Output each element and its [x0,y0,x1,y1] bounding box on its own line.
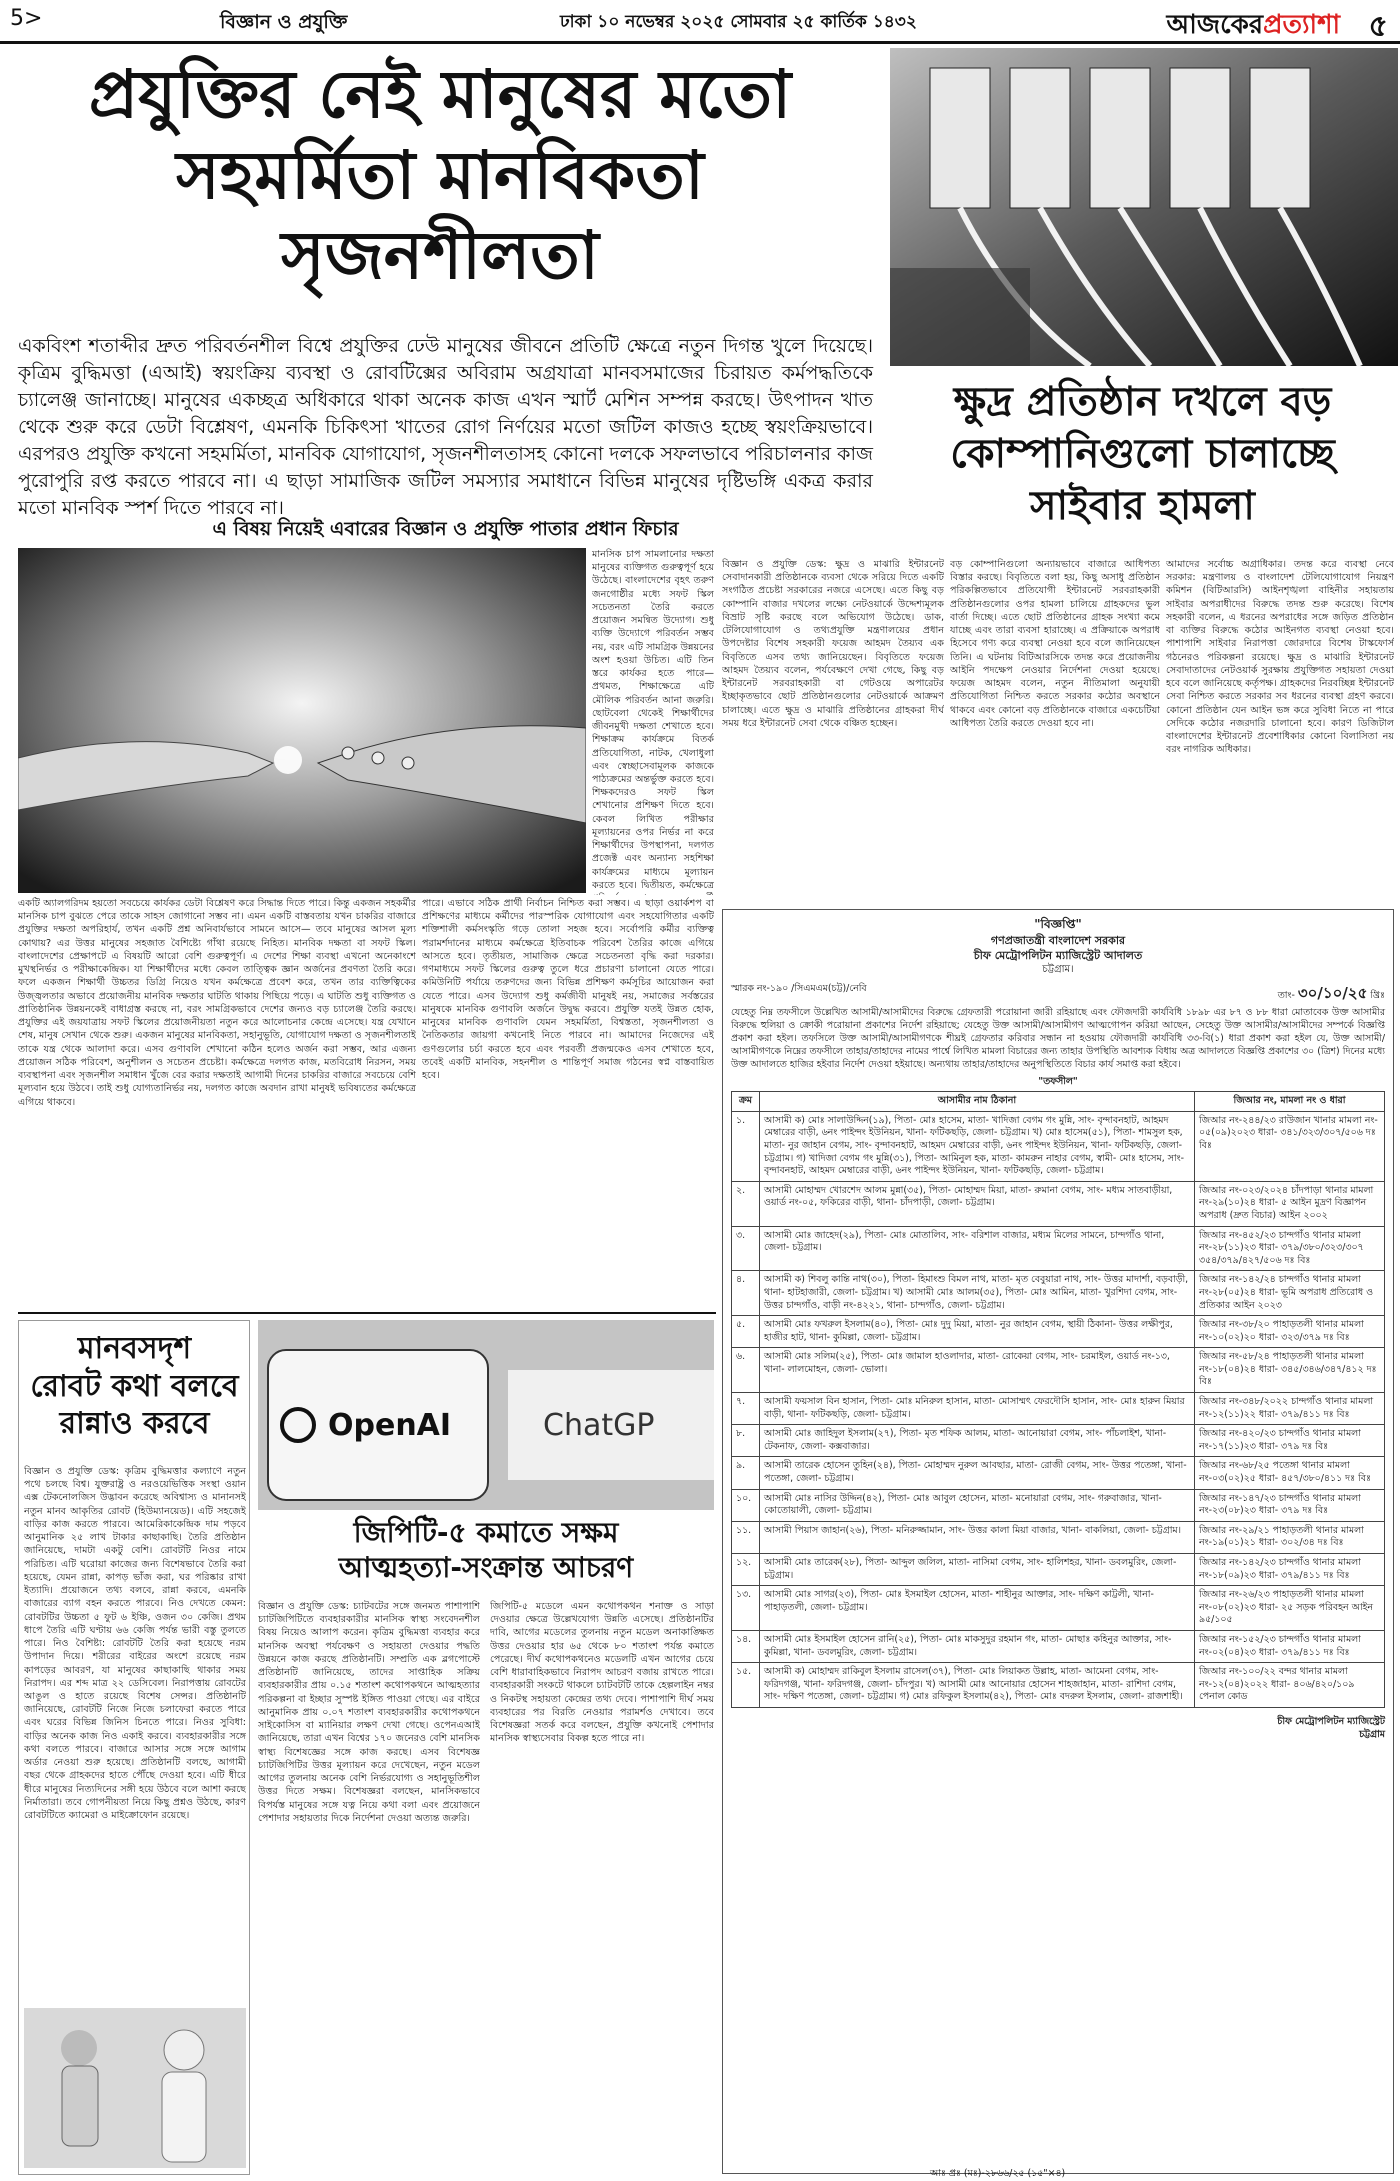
table-row [732,1393,1385,1425]
notice-court: চীফ মেট্রোপলিটন ম্যাজিস্ট্রেট আদালত [973,948,1143,962]
signature-title: চীফ মেট্রোপলিটন ম্যাজিস্ট্রেট [1277,1715,1385,1727]
table-row [732,1630,1385,1662]
section-title: বিজ্ঞান ও প্রযুক্তি [220,11,348,33]
openai-photo [258,1320,714,1510]
cyber-column-3: আমাদের সর্বোচ্চ অগ্রাধিকার। তদন্ত করে ব্যবস্থা নেবে সরকার: মন্ত্রণালয় ও বাংলাদেশ টেলিযোগাযোগ নিয়ন্ত্রণ কমিশন (বিটিআরসি) আইনশৃঙ্খলা বাহিনীর সহায়তায় সাইবার অপরাধীদের বিরুদ্ধে তদন্ত শুরু করেছে। বিশেষ সহকারী বলেন, এ ধরনের অপরাধের সঙ্গে জড়িত প্রতিষ্ঠান বা ব্যক্তির বিরুদ্ধে কঠোর আইনগত ব্যবস্থা নেওয়া হবে। পাশাপাশি সাইবার নিরাপত্তা জোরদারে বিশেষ টাস্কফোর্স গঠনেরও পরিকল্পনা রয়েছে। ক্ষুদ্র ও মাঝারি ইন্টারনেট সেবাদাতাদের নেটওয়ার্ক সুরক্ষায় প্রযুক্তিগত সহায়তা দেওয়া হবে বলে জানিয়েছে কর্তৃপক্ষ। গ্রাহকদের নিরবচ্ছিন্ন ইন্টারনেট সেবা নিশ্চিত করতে সরকার সব ধরনের ব্যবস্থা গ্রহণ করবে। কোনো প্রতিষ্ঠান যেন আইন ভঙ্গ করে সুবিধা নিতে না পারে সেদিকে কঠোর নজরদারি চালানো হবে। কারণ ডিজিটাল বাংলাদেশের ইন্টারনেট প্রবেশাধিকার কোনো বিলাসিতা নয় বরং নাগরিক অধিকার। [1166,559,1394,756]
row-case: জিআর নং-২৪৪/২৩ রাউজান খানার মামলা নং- ০৫(০৯)২০২৩ ধারা- ৩৪১/৩২৩/৩০৭/৫০৬ দঃ বিঃ [1195,1111,1385,1181]
table-row [732,1226,1385,1271]
robot-headline [22,1330,247,1443]
notice-table-body [732,1111,1385,1707]
notice-city: চট্টগ্রাম। [1042,963,1074,975]
row-case: জিআর নং-৬৮/২৫ পতেঙ্গা থানার মামলা নং-০৩(০২)২৫ ধারা- ৪৫৭/৩৮০/৪১১ দঃ বিঃ [1195,1457,1385,1489]
row-case: জিআর নং-১৪২/২৪ চান্দগাঁও থানার মামলা নং-২৮(০৫)২৪ ধারা- ভূমি অপরাধ প্রতিরোধ ও প্রতিকার আইন ২০২৩ [1195,1271,1385,1316]
row-accused: আসামী মোঃ জাহিদুল ইসলাম(২৭), পিতা- মৃত শফিক আলম, মাতা- আনোয়ারা বেগম, সাং- পাঁচলাইশ, খানা- টেকনাফ, জেলা- কক্সবাজার। [760,1425,1195,1457]
header-name: আসামীর নাম ঠিকানা [760,1092,1195,1112]
main-column-a: একটি অ্যালগরিদম হয়তো সবচেয়ে কার্যকর ডেটা বিশ্লেষণ করে সিদ্ধান্ত দিতে পারে। কিন্তু একজন সহকর্মীর মানসিক চাপ বুঝতে পেরে তাকে সাহস জোগানো সম্ভব না। এমন একটি বাস্তবতায় যখন চাকরির বাজারে প্রযুক্তির দক্ষতা অপরিহার্য, তখন একটি প্রশ্ন অনিবার্যভাবে সামনে আসে— তবে মানুষের আসল মূল্য কোথায়? এর উত্তর মানুষের সহজাত বৈশিষ্ট্যে গাঁথা রয়েছে নিহিত। মানবিক দক্ষতা বা সফট স্কিল। বাংলাদেশের প্রেক্ষাপটে এ বিষয়টি আরো বেশি গুরুত্বপূর্ণ। এ দেশের শিক্ষা ব্যবস্থা এখনো অনেকাংশে মুখস্থনির্ভর ও পরীক্ষাকেন্দ্রিক। যা শিক্ষার্থীদের মধ্যে কেবল তাত্ত্বিক জ্ঞান অর্জনের প্রবণতা তৈরি করে। ফলে একজন শিক্ষার্থী উচ্চতর ডিগ্রি নিয়েও যখন কর্মক্ষেত্রে প্রবেশ করে, তখন তার ব্যক্তিত্বিকের উজ্জ্বলতার অভাবে প্রয়োজনীয় মানবিক দক্ষতার ঘাটতি থাকায় পিছিয়ে পড়ে। এ ঘাটতি শুধু ব্যক্তিগত ও প্রাতিষ্ঠানিক উন্নয়নকেই বাধাগ্রস্ত করছে না, বরং সামগ্রিকভাবে দেশের জন্যও বড় চ্যালেঞ্জ তৈরি করছে। প্রযুক্তির এই জয়যাত্রায় সফট স্কিলের প্রয়োজনীয়তা নতুন করে আলোচনার কেন্দ্রে এসেছে। যন্ত্র যেখানে শেষ, মানুষ সেখান থেকে শুরু। একজন মানুষের মানবিকতা, সহানুভূতি, যোগাযোগ দক্ষতা ও সৃজনশীলতাই তাকে যন্ত্র থেকে আলাদা করে। এসব গুণাবলি শেখানো কঠিন হলেও অর্জন করা সম্ভব, আর এজন্য প্রয়োজন সঠিক পরিবেশ, অনুশীলন ও সচেতন প্রচেষ্টা। কর্মক্ষেত্রে দলগত কাজ, মতবিরোধ নিরসন, সময় ব্যবস্থাপনা এবং সৃজনশীল সমাধান খুঁজে বের করার দক্ষতাই আগামী দিনের চাকরির বাজারে সবচেয়ে বেশি মূল্যবান হয়ে উঠবে। তাই শুধু যোগ্যতানির্ভর নয়, দলগত কাজে অবদান রাখা মানুষই ভবিষ্যতের কর্মক্ষেত্রে এগিয়ে থাকবে। [18,898,416,1108]
row-case: জিআর নং-৩৪৮/২০২২ চান্দগাঁও থানার মামলা নং-১২(১১)২২ ধারা- ৩৭৯/৪১১ দঃ বিঃ [1195,1393,1385,1425]
row-case: জিআর নং-২৯/২১ পাহাড়তলী থানার মামলা নং-১৯(০১)২১ ধারা- ৩০২/৩৪ দঃ বিঃ [1195,1521,1385,1553]
court-notice [722,909,1394,2174]
row-case: জিআর নং-১০০/২২ বন্দর থানার মামলা নং-১২(০৪)২০২২ ধারা- ৪০৬/৪২০/১০৯ পেনাল কোড [1195,1663,1385,1708]
notice-government: গণপ্রজাতন্ত্রী বাংলাদেশ সরকার [990,933,1126,947]
main-headline [30,55,850,297]
table-row [732,1271,1385,1316]
row-serial: ১৪. [732,1630,760,1662]
row-accused: আসামী ফয়সাল বিন হাসান, পিতা- মোঃ মনিরুল হাসান, মাতা- মোসাম্মৎ ফেরদৌসি হাসান, সাং- মোঃ হারুন মিয়ার বাড়ী, থানা- ফটিকছড়ি, জেলা- চট্টগ্রাম। [760,1393,1195,1425]
row-accused: আসামী মোঃ তারেক(২৮), পিতা- আব্দুল জলিল, মাতা- নাসিমা বেগম, সাং- হালিশহর, খানা- ডবলমুরিং, জেলা- চট্টগ্রাম। [760,1554,1195,1586]
row-serial: ১৫. [732,1663,760,1708]
chatgpt-logo-text: ChatGP [543,1408,655,1443]
row-case: জিআর নং-৫৮/২৪ পাহাড়তলী থানার মামলা নং-১৮(০৪)২৪ ধারা- ৩৪৫/৩৪৬/৩৪৭/৪১২ দঃ বিঃ [1195,1348,1385,1393]
notice-memo-row [731,983,1385,1004]
notice-title: "বিজ্ঞপ্তি" [1034,917,1082,931]
openai-logo-text: OpenAI [328,1408,452,1443]
issue-date: ঢাকা ১০ নভেম্বর ২০২৫ সোমবার ২৫ কার্তিক ১৪৩২ [560,12,917,32]
row-accused: আসামী ক) মোঃ সালাউদ্দিন(১৯), পিতা- মোঃ হাসেম, মাতা- খাদিজা বেগম গং মুন্নি, সাং- বৃন্দাবনহাট, আহমদ মেম্বারের বাড়ী, ৬নং পাইন্দং ইউনিয়ন, খানা- ফটিকছড়ি, জেলা- চট্টগ্রাম। খ) মোঃ হাসেম(৫১), পিতা- শামসুল হক, মাতা- নুর জাহান বেগম, সাং- বৃন্দাবনহাট, আহমদ মেম্বারের বাড়ী, ৬নং পাইন্দং ইউনিয়ন, খানা- ফটিকছড়ি, জেলা- চট্টগ্রাম। গ) খাদিজা বেগম গং মুন্নি(৩১), পিতা- আমিনুল হক, মাতা- কামরুন নাহার বেগম, স্বামী- মোঃ হাসেম, সাং- বৃন্দাবনহাট, আহমদ মেম্বারের বাড়ী, ৬নং পাইন্দং ইউনিয়ন, খানা- ফটিকছড়ি, জেলা- চট্টগ্রাম। [760,1111,1195,1181]
server-photo [890,48,1398,366]
table-row [732,1316,1385,1348]
notice-date-label: তাং- [1277,989,1295,1001]
table-row [732,1181,1385,1226]
row-case: জিআর নং-৩৮/২০ পাহাড়তলী থানার মামলা নং-১০(০২)২০ ধারা- ৩২৩/৩৭৯ দঃ বিঃ [1195,1316,1385,1348]
row-accused: আসামী মোঃ সলিম(২৫), পিতা- মোঃ জামাল হাওলাদার, মাতা- রোকেয়া বেগম, সাং- চরমাইল, ওয়ার্ড নং-১৩, খানা- লালমোহন, জেলা- ভোলা। [760,1348,1195,1393]
row-case: জিআর নং-১৪৭/২৩ চান্দগাঁও থানার মামলা নং-২৩(০৮)২৩ ধারা- ৩৭৯ দঃ বিঃ [1195,1489,1385,1521]
page-arrow-icon: 5> [10,6,43,31]
logo-part-1: আজকের [1166,10,1264,40]
notice-table-title: "তফসীল" [1038,1076,1078,1088]
robot-headline-line-2: রোবট কথা বলবে [30,1368,239,1404]
row-serial: ২. [732,1181,760,1226]
robot-headline-line-3: রান্নাও করবে [59,1406,210,1441]
main-headline-line-3: সৃজনশীলতা [281,217,599,295]
signature-city: চট্টগ্রাম [1359,1728,1385,1740]
notice-footer-code: আঃ প্রঃ (মঃ)-২৮৬৬/২৫ (১৫"×৪) [930,2168,1066,2179]
header-serial: ক্রম [732,1092,760,1112]
row-accused: আসামী মোঃ সাগর(২৩), পিতা- মোঃ ইসমাইল হোসেন, মাতা- শাহীনুর আক্তার, সাং- দক্ষিণ কাট্টলী, খানা- পাহাড়তলী, জেলা- চট্টগ্রাম। [760,1586,1195,1631]
row-serial: ৯. [732,1457,760,1489]
main-column-b: পারে। এভাবে সঠিক প্রার্থী নির্বাচন নিশ্চিত করা সম্ভব। এ ছাড়া ওয়ার্কশপ বা প্রশিক্ষণের মাধ্যমে কর্মীদের পারস্পরিক যোগাযোগ এবং সহযোগিতার একটি শক্তিশালী কর্মসংস্কৃতি গড়ে তোলা সহজ হবে। সর্বোপরি কর্মীর ব্যক্তিত্ব পরামর্শদানের মাধ্যমে কর্মক্ষেত্রে ইতিবাচক পরিবেশ তৈরির কাজে এগিয়ে আসতে হবে। তৃতীয়ত, সামাজিক ক্ষেত্রে সচেতনতা বৃদ্ধি করা দরকার। গণমাধ্যমে সফট স্কিলের গুরুত্ব তুলে ধরে প্রচারণা চালানো যেতে পারে। কমিউনিটি পর্যায়ে তরুণদের জন্য বিভিন্ন প্রশিক্ষণ কর্মসূচির আয়োজন করা যেতে পারে। এসব উদ্যোগ শুধু কর্মজীবী মানুষই নয়, সমাজের সর্বস্তরের মানুষকে মানবিক গুণাবলি অর্জনে উদ্বুদ্ধ করবে। প্রযুক্তি যতই উন্নত হোক, মানুষের মানবিক গুণাবলি যেমন সহমর্মিতা, বিশ্বস্ততা, সৃজনশীলতা ও নৈতিকতার জায়গা কখনোই নিতে পারবে না। আমাদের নিজেদের এই গুণগুলোর চর্চা করতে হবে এবং পরবর্তী প্রজন্মকেও এসব শেখাতে হবে, তবেই একটি মানবিক, সহনশীল ও শান্তিপূর্ণ সমাজ গঠনের স্বপ্ন বাস্তবায়িত হবে। [422,898,714,1082]
row-case: জিআর নং-৪২০/২৩ চান্দগাঁও থানার মামলা নং-১৭(১১)২৩ ধারা- ৩৭৯ দঃ বিঃ [1195,1425,1385,1457]
notice-signature [731,1716,1385,1742]
row-case: জিআর নং-২৬/২৩ পাহাড়তলী থানার মামলা নং-০৮(০২)২৩ ধারা- ২৫ সড়ক পরিবহন আইন ৯৫/১০৫ [1195,1586,1385,1631]
notice-intro: যেহেতু নিম্ন তফসীলে উল্লেখিত আসামী/আসামীদের বিরুদ্ধে গ্রেফতারী পরোয়ানা জারী রহিয়াছে এবং ফৌজদারী কার্যবিধি ১৮৯৮ এর ৮৭ ও ৮৮ ধারা মোতাবেক উক্ত আসামীর বিরুদ্ধে হুলিয়া ও ক্রোকী পরোয়ানা প্রকাশের নির্দেশ রহিয়াছে; যেহেতু উক্ত আসামী/আসামীগণ আত্মগোপন করিয়া আছেন, সেহেতু উক্ত আসামীর/আসামীদের সম্পর্কে বিজ্ঞপ্তি প্রকাশ করা হইল। তফসিলে উক্ত আসামী/আসামীগণকে শীঘ্রই গ্রেফতার করিবার সন্ধান না হওয়ায় ফৌজদারী কার্যবিধি ৩৩-বি(১) ধারা প্রকাশ করা হইল যে, উক্ত আসামী/আসামীগণকে নিম্নের তফসীলে তাহার/তাহাদের নামের পার্শ্বে লিখিত মামলা বিচারের জন্য তাহার উপস্থিতি আবশ্যক বিধায় অত্র আদালতে বিজ্ঞপ্তি প্রকাশের ৩০ (ত্রিশ) দিনের মধ্যে উক্ত আদালতে হাজির হইবার নির্দেশ দেওয়া হইয়াছে। অন্যথায় তাহার/তাহাদের অনুপস্থিতিতে বিচার কার্য সমাপ্ত করা হইবে। [731,1007,1385,1071]
notice-table [731,1091,1385,1708]
table-row [732,1489,1385,1521]
robot-photo [24,2008,246,2168]
cyber-column-2: বড় কোম্পানিগুলো অন্যায়ভাবে বাজারে আধিপত্য বিস্তার করছে। বিবৃতিতে বলা হয়, কিছু অসাধু প্রতিষ্ঠান পরিকল্পিতভাবে প্রতিযোগী ইন্টারনেট সরবরাহকারী প্রতিষ্ঠানগুলোর ওপর হামলা চালিয়ে গ্রাহকদের ভুল বার্তা দিচ্ছে। এতে ছোট প্রতিষ্ঠানের গ্রাহক সংখ্যা কমে যাচ্ছে এবং তারা ব্যবসা হারাচ্ছে। এ প্রক্রিয়াকে অপরাধ হিসেবে গণ্য করে ব্যবস্থা নেওয়া হবে বলে জানিয়েছেন তিনি। এ ঘটনায় বিটিআরসিকে তদন্ত করে প্রয়োজনীয় আইনি পদক্ষেপ নেওয়ার নির্দেশনা দেওয়া হয়েছে। ফয়েজ আহমদ বলেন, নতুন নীতিমালা অনুযায়ী প্রতিযোগিতা নিশ্চিত করতে সরকার কঠোর অবস্থানে থাকবে এবং কোনো বড় প্রতিষ্ঠানকে বাজারে একচেটিয়া আধিপত্য তৈরি করতে দেওয়া হবে না। [950,559,1160,729]
robot-body: বিজ্ঞান ও প্রযুক্তি ডেস্ক: কৃত্রিম বুদ্ধিমত্তার কল্যাণে নতুন পথে চলছে বিশ্ব। যুক্তরাষ্ট্র ও নরওয়েভিত্তিক সংস্থা ওয়ান এক্স টেকনোলজিস উদ্ভাবন করেছে অবিশ্বাস্য ও মানানসই নতুন মানব আকৃতির রোবট (হিউম্যানয়েড)। এটি সহজেই বাড়ির কাজ করতে পারবে। আমেরিকাকেন্দ্রিক দাম পড়বে আনুমানিক ২৫ লাখ টাকার কাছাকাছি। তৈরি প্রতিষ্ঠান জানিয়েছে, দামটা একটু বেশি। রোবটটি নিওর নামে পরিচিত। এটি ঘরোয়া কাজের জন্য বিশেষভাবে তৈরি করা হয়েছে, যেমন রান্না, কাপড় ভাঁজ করা, ঘর পরিষ্কার রাখা ইত্যাদি। প্রয়োজনে তথ্য বলবে, রান্না করবে, এমনকি বাজারের ব্যাগ বহন করতে পারবে। নিও দেখতে কেমন: রোবটটির উচ্চতা ৫ ফুট ৬ ইঞ্চি, ওজন ৩০ কেজি। প্রথম ধাপে তৈরি এটি ঘণ্টায় ৬৬ কেজি পর্যন্ত ভারী বস্তু তুলতে পারে। নিও বৈশিষ্ট্য: রোবটটি তৈরি করা হয়েছে নরম উপাদান দিয়ে। শরীরের বাইরের অংশে রয়েছে নরম কাপড়ের আবরণ, যা মানুষের কাছাকাছি থাকার সময় নিরাপদ। এর শব্দ মাত্র ২২ ডেসিবেল। নিরাপত্তায় রোবটের আঙুল ও হাতে রয়েছে বিশেষ সেন্সর। প্রতিষ্ঠানটি জানিয়েছে, রোবটটি নিজে নিজে চলাফেরা করতে পারে এবং ঘরের বিভিন্ন জিনিস চিনতে পারে। নিওর সুবিধা: বাড়ির অনেক কাজ নিও একাই করবে। ব্যবহারকারীর সঙ্গে কথা বলতে পারবে। বাজারে আসার সঙ্গে সঙ্গে আগাম অর্ডার নেওয়া শুরু হয়েছে। প্রতিষ্ঠানটি বলছে, আগামী বছর থেকে গ্রাহকদের হাতে পৌঁছে দেওয়া হবে। এটি ধীরে ধীরে মানুষের নিত্যদিনের সঙ্গী হয়ে উঠবে বলে আশা করছে নির্মাতারা। তবে গোপনীয়তা নিয়ে কিছু প্রশ্নও উঠছে, কারণ রোবটটিতে ক্যামেরা ও মাইক্রোফোন রয়েছে। [24,1466,246,1822]
main-lead: একবিংশ শতাব্দীর দ্রুত পরিবর্তনশীল বিশ্বে প্রযুক্তির ঢেউ মানুষের জীবনে প্রতিটি ক্ষেত্রে নতুন দিগন্ত খুলে দিয়েছে। কৃত্রিম বুদ্ধিমত্তা (এআই) স্বয়ংক্রিয় ব্যবস্থা ও রোবটিক্সের অবিরাম অগ্রযাত্রা মানবসমাজের চিরায়ত কর্মপদ্ধতিকে চ্যালেঞ্জ জানাচ্ছে। মানুষের একচ্ছত্র অধিকারে থাকা অনেক কাজ এখন স্মার্ট মেশিন সম্পন্ন করছে। উৎপাদন খাত থেকে শুরু করে ডেটা বিশ্লেষণ, এমনকি চিকিৎসা খাতের রোগ নির্ণয়ের মতো জটিল কাজও হচ্ছে স্বয়ংক্রিয়ভাবে। এরপরও প্রযুক্তি কখনো সহমর্মিতা, মানবিক যোগাযোগ, সৃজনশীলতাসহ কোনো দলকে সফলভাবে পরিচালনার কাজ পুরোপুরি রপ্ত করতে পারবে না। এ ছাড়া সামাজিক জটিল সমস্যার সমাধানে বিভিন্ন মানুষের দৃষ্টিভঙ্গি একত্র করার মতো মানবিক স্পর্শ দিতে পারবে না। [18,335,873,519]
cyber-headline: ক্ষুদ্র প্রতিষ্ঠান দখলে বড় কোম্পানিগুলো চালাচ্ছে সাইবার হামলা [950,379,1335,529]
table-row [732,1457,1385,1489]
row-case: জিআর নং-১৫২/২৩ চান্দগাঁও থানার মামলা নং-০২(০৪)২৩ ধারা- ৩৭৯/৪১১ দঃ বিঃ [1195,1630,1385,1662]
row-accused: আসামী তারেক হোসেন তুহিন(২৪), পিতা- মোহাম্মদ নুরুল আবছার, মাতা- রোজী বেগম, সাং- উত্তর পতেঙ্গা, খানা- পতেঙ্গা, জেলা- চট্টগ্রাম। [760,1457,1195,1489]
table-row [732,1425,1385,1457]
row-accused: আসামী মোঃ ফখরুল ইসলাম(৪০), পিতা- মোঃ দুদু মিয়া, মাতা- নুর জাহান বেগম, স্থায়ী ঠিকানা- উত্তর লক্ষীপুর, হাজীর হাট, থানা- কুমিল্লা, জেলা- চট্টগ্রাম। [760,1316,1195,1348]
row-case: জিআর নং-০২৩/২০২৪ চাঁদপাড়া থানার মামলা নং-২৯(১০)২৪ ধারা- ৫ আইন মুদ্রণ বিজ্ঞাপন অপরাধ (দ্রুত বিচার) আইন ২০০২ [1195,1181,1385,1226]
divider [18,1312,716,1314]
table-row [732,1521,1385,1553]
openai-column-1: বিজ্ঞান ও প্রযুক্তি ডেস্ক: চ্যাটবটের সঙ্গে জনমত পাশাপাশি চ্যাটজিপিটিতে ব্যবহারকারীর মানসিক স্বাস্থ্য সংবেদনশীল বিষয় নিয়েও আলাপ করেন। কৃত্রিম বুদ্ধিমত্তা ব্যবহার করে মানসিক অবস্থা পর্যবেক্ষণ ও সহায়তা দেওয়ার পদ্ধতি উন্নয়নে কাজ করছে প্রতিষ্ঠানটি। সম্প্রতি এক ব্লগপোস্টে প্রতিষ্ঠানটি জানিয়েছে, তাদের সাপ্তাহিক সক্রিয় ব্যবহারকারীর প্রায় ০.১৫ শতাংশ কথোপকথনে আত্মহত্যার পরিকল্পনা বা ইচ্ছার সুস্পষ্ট ইঙ্গিত পাওয়া গেছে। এর বাইরে আনুমানিক প্রায় ০.০৭ শতাংশ ব্যবহারকারীর কথোপকথনে সাইকোসিস বা ম্যানিয়ার লক্ষণ দেখা গেছে। ওপেনএআই জানিয়েছে, তারা এখন বিশ্বের ১৭০ জনেরও বেশি মানসিক স্বাস্থ্য বিশেষজ্ঞের সঙ্গে কাজ করছে। এসব বিশেষজ্ঞ চ্যাটজিপিটির উত্তর মূল্যায়ন করে দেখেছেন, নতুন মডেল আগের তুলনায় অনেক বেশি নির্ভরযোগ্য ও সহানুভূতিশীল উত্তর দিতে সক্ষম। বিশেষজ্ঞরা বলছেন, মানসিকভাবে বিপর্যস্ত মানুষের সঙ্গে যত্ন নিয়ে কথা বলা এবং প্রয়োজনে পেশাদার সহায়তার দিকে নির্দেশনা দেওয়া অত্যন্ত জরুরি। [258,1601,480,1824]
row-serial: ৫. [732,1316,760,1348]
row-serial: ৭. [732,1393,760,1425]
human-robot-hands-image [18,548,586,893]
humanoid-robot-image [24,2008,246,2168]
row-serial: ১২. [732,1554,760,1586]
row-accused: আসামী মোঃ ইসমাইল হোসেন রানি(২৫), পিতা- মোঃ মাকসুদুর রহমান গং, মাতা- মোছাঃ কহিনুর আক্তার, সাং- কুমিল্লা, খানা- ডবলমুরিং, জেলা- চট্টগ্রাম। [760,1630,1195,1662]
robot-hand-photo [18,548,586,893]
header-case: জিআর নং, মামলা নং ও ধারা [1195,1092,1385,1112]
row-serial: ৮. [732,1425,760,1457]
main-headline-line-2: সহমর্মিতা মানবিকতা [176,136,704,214]
cyber-column-1: বিজ্ঞান ও প্রযুক্তি ডেস্ক: ক্ষুদ্র ও মাঝারি ইন্টারনেট সেবাদানকারী প্রতিষ্ঠানকে ব্যবসা থেকে সরিয়ে দিতে একটি সংগঠিত প্রচেষ্টা সরকারের নজরে এসেছে। এতে কিছু বড় কোম্পানি বাজার দখলের লক্ষ্যে নেটওয়ার্কে উদ্দেশ্যমূলক বিভ্রাট সৃষ্টি করছে বলে অভিযোগ উঠেছে। ডাক, টেলিযোগাযোগ ও তথ্যপ্রযুক্তি মন্ত্রণালয়ের প্রধান উপদেষ্টার বিশেষ সহকারী ফয়েজ আহমদ তৈয়্যব এক বিবৃতিতে এসব তথ্য জানিয়েছেন। বিবৃতিতে ফয়েজ আহমদ তৈয়্যব বলেন, পর্যবেক্ষণে দেখা গেছে, কিছু বড় ইন্টারনেট সরবরাহকারী বা গেটওয়ে অপারেটর ইচ্ছাকৃতভাবে ছোট প্রতিষ্ঠানগুলোর নেটওয়ার্কে আক্রমণ চালাচ্ছে। এতে ক্ষুদ্র ও মাঝারি প্রতিষ্ঠানের গ্রাহকরা দীর্ঘ সময় ধরে ইন্টারনেট সেবা থেকে বঞ্চিত হচ্ছেন। [722,559,944,729]
notice-date-suffix: খ্রিঃ [1370,989,1385,1001]
row-serial: ৪. [732,1271,760,1316]
main-column-right-of-photo: মানসিক চাপ সামলানোর দক্ষতা মানুষের ব্যক্তিগত গুরুত্বপূর্ণ হয়ে উঠেছে। বাংলাদেশের বৃহৎ তরুণ জনগোষ্ঠীর মধ্যে সফট স্কিল সচেতনতা তৈরি করতে প্রয়োজন সমন্বিত উদ্যোগ। শুধু ব্যক্তি উদ্যোগে পরিবর্তন সম্ভব নয়, বরং এটি সামগ্রিক উন্নয়নের অংশ হওয়া উচিত। এটি তিন স্তরে কার্যকর হতে পারে— প্রথমত, শিক্ষাক্ষেত্রে এটি মৌলিক পরিবর্তন আনা জরুরি। ছোটবেলা থেকেই শিক্ষার্থীদের জীবনমুখী দক্ষতা শেখাতে হবে। শিক্ষাক্রম কার্যক্রমে বিতর্ক প্রতিযোগিতা, নাটক, খেলাধুলা এবং স্বেচ্ছাসেবামূলক কাজকে পাঠ্যক্রমের অন্তর্ভুক্ত করতে হবে। শিক্ষকদেরও সফট স্কিল শেখানোর প্রশিক্ষণ দিতে হবে। কেবল লিখিত পরীক্ষার মূল্যায়নের ওপর নির্ভর না করে শিক্ষার্থীদের উপস্থাপনা, দলগত প্রজেক্ট এবং অন্যান্য সহশিক্ষা কার্যক্রমের মাধ্যমে মূল্যায়ন করতে হবে। দ্বিতীয়ত, কর্মক্ষেত্রে [592,549,714,891]
row-serial: ১৩. [732,1586,760,1631]
row-accused: আসামী ক) মোহাম্মদ রাকিবুল ইসলাম রাসেল(৩৭), পিতা- মোঃ লিয়াকত উল্লাহ, মাতা- আমেনা বেগম, সাং- ফরিদগঞ্জ, খানা- ফরিদগঞ্জ, জেলা- চাঁদপুর। খ) আসামী মোঃ আনোয়ার হোসেন শাহজাহান, মাতা- রাশিদা বেগম, সাং- দক্ষিণ পতেঙ্গা, জেলা- চট্টগ্রাম। গ) মোঃ রফিকুল ইসলাম(৪২), পিতা- মোঃ বদরুল ইসলাম, জেলা- রাজশাহী। [760,1663,1195,1708]
table-row [732,1554,1385,1586]
main-headline-line-1: প্রযুক্তির নেই মানুষের মতো [88,56,792,133]
notice-date: ৩০/১০/২৫ [1297,983,1368,1002]
page-number: ৫ [1368,9,1388,44]
openai-headline-line-1: জিপিটি-৫ কমাতে সক্ষম [353,1516,619,1549]
row-accused: আসামী পিয়াস জাহান(২৬), পিতা- মনিরুজ্জামান, সাং- উত্তর কালা মিয়া বাজার, খানা- বাকলিয়া, জেলা- চট্টগ্রাম। [760,1521,1195,1553]
notice-memo-number: স্মারক নং-১৯০ /সিএমএম(চট্ট)/নেবি [731,982,867,994]
network-cables-image [890,48,1398,366]
openai-headline-line-2: আত্মহত্যা-সংক্রান্ত আচরণ [338,1551,634,1584]
row-serial: ১০. [732,1489,760,1521]
robot-headline-line-1: মানবসদৃশ [77,1331,192,1366]
row-serial: ৬. [732,1348,760,1393]
row-accused: আসামী মোঃ নাসির উদ্দিন(৪২), পিতা- মোঃ আবুল হোসেন, মাতা- মনোয়ারা বেগম, সাং- গরুবাজার, খানা- কোতোয়ালী, জেলা- চট্টগ্রাম। [760,1489,1195,1521]
table-row [732,1663,1385,1708]
row-case: জিআর নং-১৪২/২৩ চান্দগাঁও থানার মামলা নং-১৮(০৯)২৩ ধারা- ৩৭৯/৪১১ দঃ বিঃ [1195,1554,1385,1586]
row-serial: ১১. [732,1521,760,1553]
logo-part-2: প্রত্যাশা [1263,10,1340,40]
row-serial: ৩. [732,1226,760,1271]
row-case: জিআর নং-৪৫২/২৩ চান্দগাঁও থানার মামলা নং-২৮(১১)২৩ ধারা- ৩৭৯/৩৮০/৩২৩/৩০৭ ৩৫৪/৩৭৯/৪২৭/৫০৬ দঃ বিঃ [1195,1226,1385,1271]
page-header [0,0,1400,44]
row-accused: আসামী ক) শিবলু কান্তি নাথ(৩০), পিতা- হিমাংশু বিমল নাথ, মাতা- মৃত বেবুয়ারা নাথ, সাং- উত্তর মাদার্শা, বড়বাড়ী, থানা- হাটহাজারী, জেলা- চট্টগ্রাম। খ) আসামী মোঃ আলম(৩৫), পিতা- মোঃ আমিন, মাতা- খুরশিদা বেগম, সাং- উত্তর চান্দগাঁও, বাড়ী নং-৪২২১, থানা- চান্দগাঁও, জেলা- চট্টগ্রাম। [760,1271,1195,1316]
openai-column-2: জিপিটি-৫ মডেলে এমন কথোপকথন শনাক্ত ও সাড়া দেওয়ার ক্ষেত্রে উল্লেখযোগ্য উন্নতি এসেছে। প্রতিষ্ঠানটির দাবি, আগের মডেলের তুলনায় নতুন মডেল অনাকাঙ্ক্ষিত উত্তর দেওয়ার হার ৬৫ থেকে ৮০ শতাংশ পর্যন্ত কমাতে পেরেছে। দীর্ঘ কথোপকথনেও মডেলটি এখন আগের চেয়ে বেশি ধারাবাহিকভাবে নিরাপদ আচরণ বজায় রাখতে পারে। ব্যবহারকারী সংকটে থাকলে চ্যাটবটটি তাকে হেল্পলাইন নম্বর ও নিকটস্থ সহায়তা কেন্দ্রের তথ্য দেবে। পাশাপাশি দীর্ঘ সময় ব্যবহারের পর বিরতি নেওয়ার পরামর্শও দেখাবে। তবে বিশেষজ্ঞরা সতর্ক করে বলছেন, প্রযুক্তি কখনোই পেশাদার মানসিক স্বাস্থ্যসেবার বিকল্প হতে পারে না। [490,1601,714,1745]
row-accused: আসামী মোঃ জাহেদ(২৯), পিতা- মোঃ মোতালিব, সাং- বরিশাল বাজার, মধ্যম মিলের সামনে, চান্দগাঁও থানা, জেলা- চট্টগ্রাম। [760,1226,1195,1271]
row-serial: ১. [732,1111,760,1181]
table-row [732,1348,1385,1393]
notice-memo-date-wrap [1278,983,1385,1004]
table-row [732,1586,1385,1631]
table-row [732,1111,1385,1181]
openai-headline [258,1515,714,1585]
notice-table-header [732,1092,1385,1112]
row-accused: আসামী মোহাম্মদ খোরশেদ আলম মুন্না(৩৫), পিতা- মোহাম্মদ মিয়া, মাতা- রুমানা বেগম, সাং- মধ্যম সাতবাড়ীয়া, ওয়ার্ড নং-০৫, ফকিরের বাড়ী, থানা- চাঁদপাড়ী, জেলা- চট্টগ্রাম। [760,1181,1195,1226]
newspaper-logo [1167,4,1340,48]
main-lead-footer: এ বিষয় নিয়েই এবারের বিজ্ঞান ও প্রযুক্তি পাতার প্রধান ফিচার [212,518,679,540]
